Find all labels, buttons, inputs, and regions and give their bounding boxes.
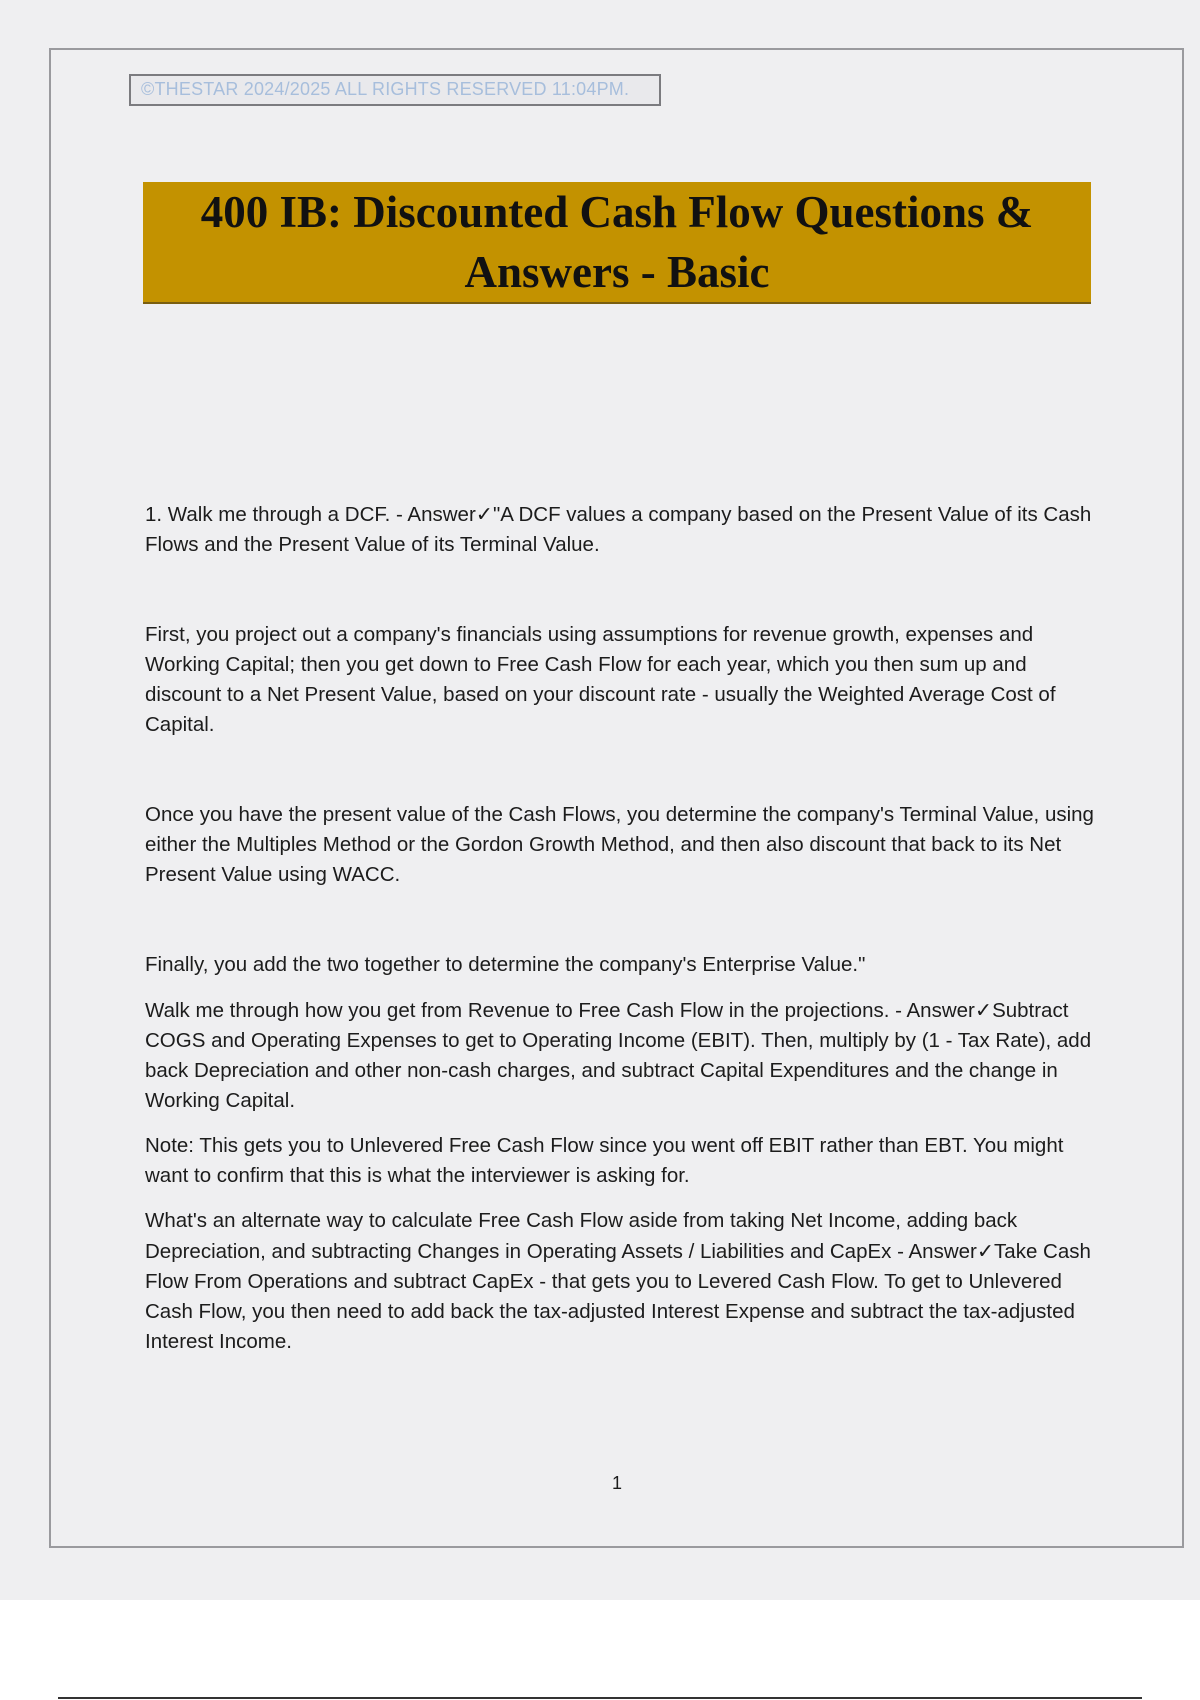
question-1-text: 1. Walk me through a DCF. - Answer [145, 503, 476, 526]
bottom-divider [58, 1697, 1142, 1699]
document-body [145, 499, 1095, 1357]
title-line-1: 400 IB: Discounted Cash Flow Questions & [200, 187, 1034, 237]
checkmark-icon: ✓ [974, 998, 993, 1022]
answer-2-text: Subtract COGS and Operating Expenses to get to Operating Income (EBIT). Then, multiply by (1 - Tax Rate), add back Depreciation and other non-cash charges, and subtract Capital Expenditures and the change in Working Capital. [145, 999, 1092, 1112]
document-title [181, 182, 1054, 302]
answer-1-paragraph-4: Finally, you add the two together to determine the company's Enterprise Value." [145, 953, 866, 976]
answer-3-text: Take Cash Flow From Operations and subtract CapEx - that gets you to Levered Cash Flow. To get to Unlevered Cash Flow, you then need to add back the tax-adjusted Interest Expense and subtract the tax-adjusted Interest Income. [145, 1240, 1091, 1353]
checkmark-icon: ✓ [475, 502, 493, 526]
checkmark-icon: ✓ [976, 1239, 995, 1263]
question-3-text: What's an alternate way to calculate Free Cash Flow aside from taking Net Income, adding back Depreciation, and subtracting Changes in Operating Assets / Liabilities and CapEx - Answer [145, 1209, 1018, 1263]
answer-1-paragraph-3: Once you have the present value of the Cash Flows, you determine the company's Terminal Value, using either the Multiples Method or the Gordon Growth Method, and then also discount that back to its Net Present Value using WACC. [145, 803, 1094, 886]
question-1 [145, 499, 1095, 560]
question-3 [145, 1206, 1095, 1357]
answer-1-text: "A DCF values a company based on the Present Value of its Cash Flows and the Present Value of its Terminal Value. [145, 503, 1092, 556]
title-banner [143, 182, 1091, 304]
note-paragraph: Note: This gets you to Unlevered Free Cash Flow since you went off EBIT rather than EBT. You might want to confirm that this is what the interviewer is asking for. [145, 1134, 1064, 1187]
copyright-notice: ©THESTAR 2024/2025 ALL RIGHTS RESERVED 11:04PM. [129, 74, 661, 106]
title-line-2: Answers - Basic [464, 247, 770, 297]
question-2 [145, 995, 1095, 1116]
answer-1-paragraph-2: First, you project out a company's financials using assumptions for revenue growth, expenses and Working Capital; then you get down to Free Cash Flow for each year, which you then sum up and discount to a Net Present Value, based on your discount rate - usually the Weighted Average Cost of Capital. [145, 623, 1056, 736]
page-number: 1 [611, 1473, 622, 1493]
question-2-text: Walk me through how you get from Revenue to Free Cash Flow in the projections. - Answer [145, 999, 975, 1022]
